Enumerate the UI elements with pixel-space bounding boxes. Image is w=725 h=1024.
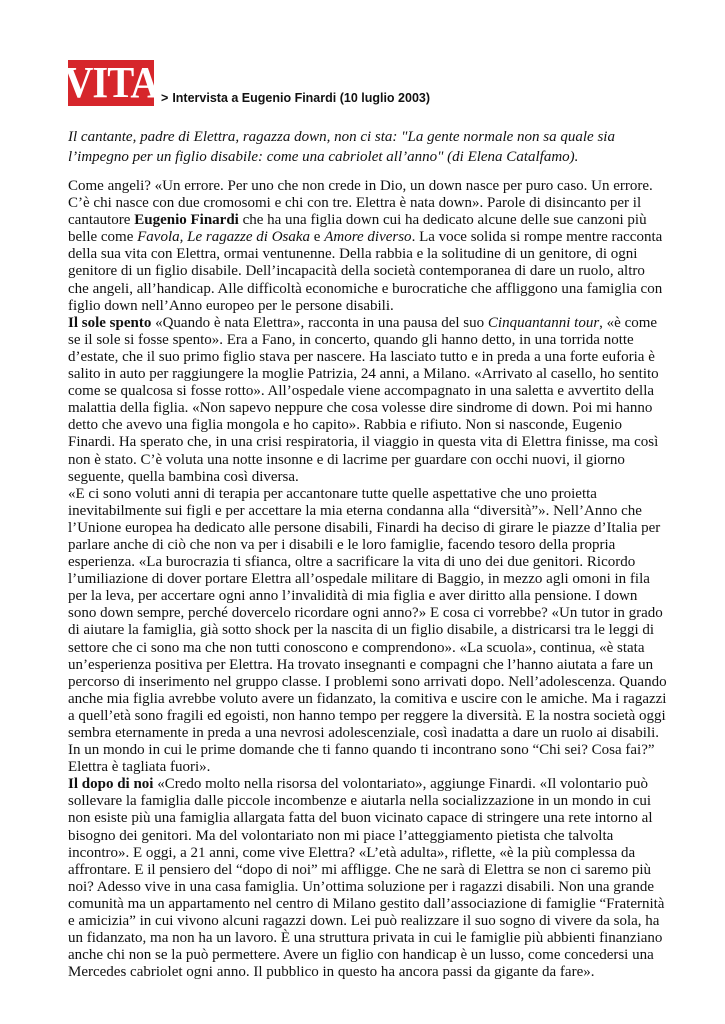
intro-paragraph: Il cantante, padre di Elettra, ragazza down, non ci sta: "La gente normale non sa quale sia l’impegno per un figlio disabile: come una cabriolet all’anno" (di Elena Catalfamo). <box>68 129 615 165</box>
section-heading: Il dopo di noi <box>68 776 154 793</box>
header-title <box>161 90 430 106</box>
article-paragraph-2 <box>68 315 668 486</box>
paragraph-text: «Quando è nata Elettra», racconta in una pausa del suo <box>151 314 488 331</box>
paragraph-text: e <box>310 229 325 246</box>
paragraph-text: , «è come se il sole si fosse spento». Era a Fano, in concerto, quando gli hanno detto, in una torrida notte d’estate, che il suo primo figlio stava per nascere. Ha lasciato tutto e in preda a una forte euforia è salito in auto per raggiungere la moglie Patrizia, 24 anni, a Milano. «Arrivato al casello, ho sentito come se qualcosa si fosse rotto». All’ospedale viene accompagnato in una saletta e avvertito della malattia della figlia. «Non sapevo neppure che cosa volesse dire sindrome di down. Poi mi hanno detto che avevo una figlia mongola e ho capito». Rabbia e rifiuto. Non si nasconde, Eugenio Finardi. Ha sperato che, in una crisi respiratoria, il viaggio in questa vita di Elettra finisse, ma così non è stato. C’è voluta una notte insonne e di lacrime per guardare con occhi nuovi, il giorno seguente, quella bambina così diversa. <box>68 314 659 485</box>
paragraph-text: «Credo molto nella risorsa del volontariato», aggiunge Finardi. «Il volontario può sollevare la famiglia dalle piccole incombenze e aiutarla nella socializzazione in un mondo in cui non esiste più una famiglia allargata fatta del buon vicinato capace di stringere una rete intorno al bisogno dei genitori. Ma del volontariato non mi piace l’atteggiamento pietista che talvolta incontro». E oggi, a 21 anni, come vive Elettra? «L’età adulta», riflette, «è la più complessa da affrontare. E il pensiero del “dopo di noi” mi affligge. Che ne sarà di Elettra se non ci saremo più noi? Adesso vive in una casa famiglia. Un’ottima soluzione per i ragazzi disabili. Non una grande comunità ma un appartamento nel centro di Milano gestito dall’associazione di famiglie “Fraternità e amicizia” in cui vivono alcuni ragazzi down. Lei può realizzare il suo sogno di vivere da sola, ha un fidanzato, ma non ha un lavoro. È una struttura privata in cui le famiglie più abbienti finanziano anche chi non se la può permettere. Avere un figlio con handicap è un lusso, come concedersi una Mercedes cabriolet ogni anno. Il pubblico in questo ha ancora passi da gigante da fare». <box>68 776 665 981</box>
song-title: Amore diverso <box>324 229 412 246</box>
breadcrumb-separator: > <box>161 91 169 105</box>
article-paragraph-1 <box>68 178 668 315</box>
page-title: Intervista a Eugenio Finardi (10 luglio 2003) <box>172 91 431 105</box>
person-name: Eugenio Finardi <box>134 212 239 229</box>
article-body <box>68 178 668 981</box>
article-paragraph-4 <box>68 776 668 981</box>
song-titles: Favola, Le ragazze di Osaka <box>137 229 311 246</box>
logo-text: VITA <box>63 58 159 107</box>
paragraph-text: . La voce solida si rompe mentre racconta della sua vita con Elettra, ormai ventunenne. Della rabbia e la solitudine di un genitore, di ogni genitore di un figlio disabile. Dell’incapacità della società contemporanea di dare un ruolo, altro che angeli, all’handicap. Alle difficoltà economiche e burocratiche che affliggono una famiglia con figlio down nell’Anno europeo per le persone disabili. <box>68 229 663 314</box>
tour-title: Cinquantanni tour <box>487 314 600 331</box>
header <box>63 58 431 107</box>
paragraph-text: che ha una figlia down cui ha dedicato alcune delle sue canzoni più belle come <box>68 212 647 246</box>
paragraph-text: Come angeli? «Un errore. Per uno che non crede in Dio, un down nasce per puro caso. Un errore. C’è chi nasce con due cromosomi e chi con tre. Elettra è nata down». Parole di disincanto per il cantautore <box>68 178 653 229</box>
section-heading: Il sole spento <box>68 314 152 331</box>
vita-logo <box>63 58 159 107</box>
article-paragraph-3: «E ci sono voluti anni di terapia per accantonare tutte quelle aspettative che uno proietta inevitabilmente sui figli e per accettare la mia eterna condanna alla “diversità”». Nell’Anno che l’Unione europea ha dedicato alle persone disabili, Finardi ha deciso di girare le piazze d’Italia per parlare anche di ciò che non va per i disabili e le loro famiglie, facendo tesoro della propria esperienza. «La burocrazia ti sfianca, oltre a sacrificare la vita di uno dei due genitori. Ricordo l’umiliazione di dover portare Elettra all’ospedale militare di Baggio, in mezzo agli omoni in fila per la leva, per accertare ogni anno l’invalidità di mia figlia e aver diritto alla pensione. I down sono down sempre, perché dovercelo ricordare ogni anno?» E cosa ci vorrebbe? «Un tutor in grado di aiutare la famiglia, già sotto shock per la nascita di un figlio disabile, a districarsi tra le leggi di settore che ci sono ma che non tutti conoscono e comprendono». «La scuola», continua, «è stata un’esperienza positiva per Elettra. Ha trovato insegnanti e compagni che l’hanno aiutata a fare un percorso di inserimento nel gruppo classe. I problemi sono arrivati dopo. Nell’adolescenza. Quando anche mia figlia avrebbe voluto avere un fidanzato, la comitiva e uscire con le amiche. Ma i ragazzi a quell’età sono fragili ed egoisti, non hanno tempo per reggere la diversità. E la nostra società oggi sembra eternamente in preda a una nevrosi adolescenziale, così inadatta a dare un ruolo ai disabili. In un mondo in cui le prime domande che ti fanno quando ti incontrano sono “Chi sei? Cosa fai?” Elettra è tagliata fuori». <box>68 485 667 776</box>
